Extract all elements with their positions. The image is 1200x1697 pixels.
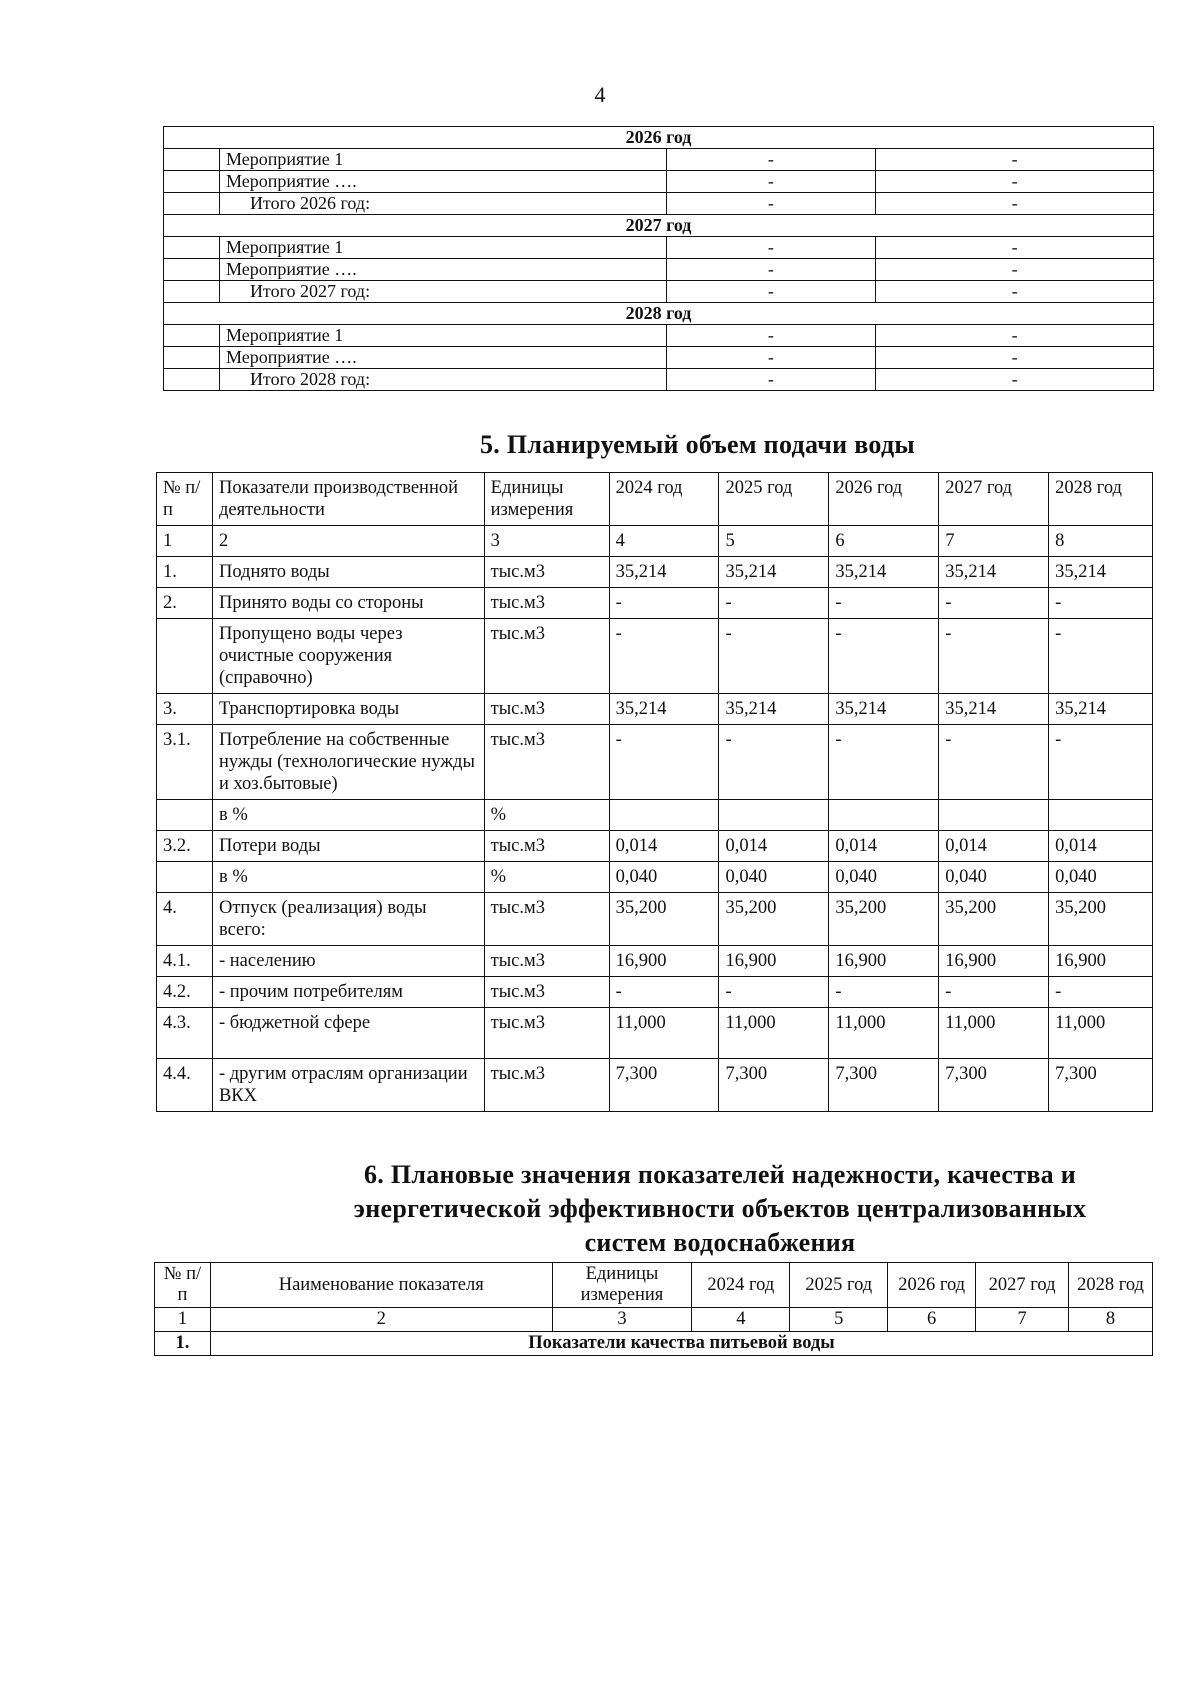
year-value: -	[829, 725, 939, 800]
empty-cell	[164, 325, 220, 347]
page-number: 4	[594, 82, 606, 107]
year-value: -	[1049, 619, 1153, 694]
number-cell: 1	[157, 526, 213, 557]
number-cell: 5	[790, 1308, 888, 1332]
number-cell: 3	[484, 526, 609, 557]
year-value: 35,200	[609, 893, 719, 946]
table-row	[157, 725, 1153, 800]
year-value: -	[719, 725, 829, 800]
year-value: -	[939, 619, 1049, 694]
header-cell: Единицы измерения	[484, 473, 609, 526]
row-number	[157, 800, 213, 831]
year-value: 7,300	[719, 1059, 829, 1112]
event-value: -	[666, 259, 876, 281]
unit: тыс.м3	[484, 694, 609, 725]
numbering-row	[155, 1308, 1153, 1332]
indicator-name: Принято воды со стороны	[212, 588, 484, 619]
year-value: 0,040	[609, 862, 719, 893]
section-6-title	[320, 1158, 1120, 1260]
indicator-name: в %	[212, 862, 484, 893]
year-value: 16,900	[719, 946, 829, 977]
row-number	[157, 619, 213, 694]
event-value: -	[876, 171, 1154, 193]
empty-cell	[164, 369, 220, 391]
row-number: 4.2.	[157, 977, 213, 1008]
event-name: Мероприятие 1	[219, 237, 666, 259]
table-row	[157, 946, 1153, 977]
event-value: -	[666, 149, 876, 171]
year-value: 16,900	[939, 946, 1049, 977]
empty-cell	[164, 259, 220, 281]
year-value	[719, 800, 829, 831]
empty-cell	[164, 149, 220, 171]
table-row	[157, 557, 1153, 588]
unit: тыс.м3	[484, 588, 609, 619]
unit: тыс.м3	[484, 619, 609, 694]
table-row	[157, 800, 1153, 831]
row-number: 4.1.	[157, 946, 213, 977]
number-cell: 2	[210, 1308, 552, 1332]
header-cell: 2024 год	[609, 473, 719, 526]
year-value: 0,040	[829, 862, 939, 893]
year-value: -	[609, 588, 719, 619]
indicator-name: Потери воды	[212, 831, 484, 862]
total-row	[164, 281, 1154, 303]
row-number: 4.4.	[157, 1059, 213, 1112]
year-value: -	[829, 619, 939, 694]
header-cell: 2027 год	[976, 1263, 1069, 1308]
group-number: 1.	[155, 1332, 211, 1356]
year-header-row	[164, 303, 1154, 325]
year-value: 35,214	[719, 694, 829, 725]
year-value: 35,214	[939, 694, 1049, 725]
total-row	[164, 193, 1154, 215]
year-value	[829, 800, 939, 831]
year-value: -	[609, 977, 719, 1008]
event-row	[164, 325, 1154, 347]
event-row	[164, 259, 1154, 281]
table-row	[157, 694, 1153, 725]
number-cell: 7	[939, 526, 1049, 557]
year-value: 0,014	[1049, 831, 1153, 862]
year-value: 35,214	[609, 557, 719, 588]
event-value: -	[666, 237, 876, 259]
year-value	[609, 800, 719, 831]
year-value: 0,014	[939, 831, 1049, 862]
indicator-name: Пропущено воды через очистные сооружения (справочно)	[212, 619, 484, 694]
year-value: 35,200	[719, 893, 829, 946]
event-name: Мероприятие 1	[219, 149, 666, 171]
table-row	[157, 588, 1153, 619]
indicator-name: Потребление на собственные нужды (технологические нужды и хоз.бытовые)	[212, 725, 484, 800]
year-value: -	[719, 977, 829, 1008]
event-name: Мероприятие 1	[219, 325, 666, 347]
unit: тыс.м3	[484, 977, 609, 1008]
year-value: -	[719, 588, 829, 619]
table-row	[157, 1008, 1153, 1059]
year-value: -	[939, 588, 1049, 619]
number-cell: 3	[552, 1308, 692, 1332]
event-value: -	[876, 259, 1154, 281]
year-value: 0,040	[719, 862, 829, 893]
header-cell: 2024 год	[692, 1263, 790, 1308]
table-row	[157, 977, 1153, 1008]
event-value: -	[876, 149, 1154, 171]
event-value: -	[876, 369, 1154, 391]
event-row	[164, 149, 1154, 171]
water-volume-table	[156, 472, 1153, 1112]
header-cell: 2025 год	[719, 473, 829, 526]
year-value: 35,200	[939, 893, 1049, 946]
year-value: 0,040	[939, 862, 1049, 893]
table-row	[157, 893, 1153, 946]
year-value: -	[1049, 725, 1153, 800]
row-number: 3.2.	[157, 831, 213, 862]
number-cell: 4	[692, 1308, 790, 1332]
event-value: -	[876, 193, 1154, 215]
unit: %	[484, 862, 609, 893]
number-cell: 2	[212, 526, 484, 557]
year-value: 11,000	[1049, 1008, 1153, 1059]
number-cell: 8	[1069, 1308, 1153, 1332]
unit: тыс.м3	[484, 1059, 609, 1112]
header-cell: Наименование показателя	[210, 1263, 552, 1308]
year-value: -	[939, 725, 1049, 800]
year-label: 2028 год	[164, 303, 1154, 325]
year-value: 16,900	[1049, 946, 1153, 977]
empty-cell	[164, 237, 220, 259]
year-value: 35,214	[609, 694, 719, 725]
year-value: 35,214	[719, 557, 829, 588]
number-cell: 8	[1049, 526, 1153, 557]
event-value: -	[666, 171, 876, 193]
year-value: 7,300	[609, 1059, 719, 1112]
year-label: 2027 год	[164, 215, 1154, 237]
empty-cell	[164, 193, 220, 215]
total-label: Итого 2026 год:	[219, 193, 666, 215]
empty-cell	[164, 347, 220, 369]
event-row	[164, 171, 1154, 193]
year-value: 35,214	[939, 557, 1049, 588]
year-value: 35,214	[829, 557, 939, 588]
header-cell: Единицы измерения	[552, 1263, 692, 1308]
unit: %	[484, 800, 609, 831]
event-value: -	[876, 325, 1154, 347]
header-cell: 2026 год	[888, 1263, 976, 1308]
event-name: Мероприятие ….	[219, 347, 666, 369]
year-value: -	[609, 725, 719, 800]
row-number	[157, 862, 213, 893]
indicator-name: в %	[212, 800, 484, 831]
section-5-title: 5. Планируемый объем подачи воды	[480, 430, 916, 459]
header-cell: 2028 год	[1049, 473, 1153, 526]
year-value: 7,300	[1049, 1059, 1153, 1112]
unit: тыс.м3	[484, 1008, 609, 1059]
table-row	[157, 619, 1153, 694]
event-row	[164, 347, 1154, 369]
number-cell: 4	[609, 526, 719, 557]
year-value: -	[1049, 977, 1153, 1008]
events-table	[163, 126, 1154, 391]
indicator-name: - другим отраслям организации ВКХ	[212, 1059, 484, 1112]
row-number: 3.1.	[157, 725, 213, 800]
header-cell: № п/п	[157, 473, 213, 526]
year-label: 2026 год	[164, 127, 1154, 149]
row-number: 3.	[157, 694, 213, 725]
year-value: 35,214	[1049, 694, 1153, 725]
table-header-row	[157, 473, 1153, 526]
unit: тыс.м3	[484, 946, 609, 977]
year-value: 11,000	[829, 1008, 939, 1059]
year-value: 7,300	[829, 1059, 939, 1112]
year-value: 35,214	[829, 694, 939, 725]
header-cell: № п/п	[155, 1263, 211, 1308]
unit: тыс.м3	[484, 831, 609, 862]
number-cell: 5	[719, 526, 829, 557]
year-value	[939, 800, 1049, 831]
year-value: -	[829, 588, 939, 619]
year-value: -	[939, 977, 1049, 1008]
event-value: -	[666, 347, 876, 369]
total-label: Итого 2028 год:	[219, 369, 666, 391]
header-cell: 2028 год	[1069, 1263, 1153, 1308]
indicator-name: - бюджетной сфере	[212, 1008, 484, 1059]
event-row	[164, 237, 1154, 259]
header-cell: Показатели производственной деятельности	[212, 473, 484, 526]
table-row	[157, 831, 1153, 862]
event-value: -	[666, 325, 876, 347]
total-row	[164, 369, 1154, 391]
year-value: 0,040	[1049, 862, 1153, 893]
event-name: Мероприятие ….	[219, 259, 666, 281]
year-header-row	[164, 215, 1154, 237]
indicator-name: Транспортировка воды	[212, 694, 484, 725]
year-value: -	[1049, 588, 1153, 619]
section-6-title-line: 6. Плановые значения показателей надежности, качества и	[363, 1160, 1077, 1189]
year-value: 11,000	[939, 1008, 1049, 1059]
year-value: 35,200	[1049, 893, 1153, 946]
number-cell: 1	[155, 1308, 211, 1332]
year-value: 35,200	[829, 893, 939, 946]
row-number: 1.	[157, 557, 213, 588]
year-value: -	[719, 619, 829, 694]
header-cell: 2026 год	[829, 473, 939, 526]
year-value: -	[609, 619, 719, 694]
year-value: 16,900	[609, 946, 719, 977]
event-value: -	[666, 369, 876, 391]
event-value: -	[876, 237, 1154, 259]
header-cell: 2027 год	[939, 473, 1049, 526]
section-6-title-line: энергетической эффективности объектов централизованных	[353, 1194, 1087, 1223]
number-cell: 6	[888, 1308, 976, 1332]
indicators-table	[154, 1262, 1153, 1356]
header-cell: 2025 год	[790, 1263, 888, 1308]
group-title: Показатели качества питьевой воды	[210, 1332, 1152, 1356]
table-header-row	[155, 1263, 1153, 1308]
empty-cell	[164, 171, 220, 193]
event-value: -	[876, 281, 1154, 303]
number-cell: 7	[976, 1308, 1069, 1332]
table-row	[157, 862, 1153, 893]
event-value: -	[666, 193, 876, 215]
indicator-name: - прочим потребителям	[212, 977, 484, 1008]
event-value: -	[876, 347, 1154, 369]
year-value: 7,300	[939, 1059, 1049, 1112]
row-number: 4.3.	[157, 1008, 213, 1059]
indicator-name: - населению	[212, 946, 484, 977]
year-header-row	[164, 127, 1154, 149]
year-value: 0,014	[829, 831, 939, 862]
group-row	[155, 1332, 1153, 1356]
event-value: -	[666, 281, 876, 303]
table-row	[157, 1059, 1153, 1112]
year-value: 11,000	[719, 1008, 829, 1059]
row-number: 2.	[157, 588, 213, 619]
indicator-name: Отпуск (реализация) воды всего:	[212, 893, 484, 946]
year-value: 11,000	[609, 1008, 719, 1059]
year-value: 35,214	[1049, 557, 1153, 588]
unit: тыс.м3	[484, 893, 609, 946]
indicator-name: Поднято воды	[212, 557, 484, 588]
numbering-row	[157, 526, 1153, 557]
year-value: 16,900	[829, 946, 939, 977]
year-value	[1049, 800, 1153, 831]
empty-cell	[164, 281, 220, 303]
year-value: -	[829, 977, 939, 1008]
row-number: 4.	[157, 893, 213, 946]
year-value: 0,014	[719, 831, 829, 862]
number-cell: 6	[829, 526, 939, 557]
total-label: Итого 2027 год:	[219, 281, 666, 303]
unit: тыс.м3	[484, 725, 609, 800]
unit: тыс.м3	[484, 557, 609, 588]
event-name: Мероприятие ….	[219, 171, 666, 193]
year-value: 0,014	[609, 831, 719, 862]
section-6-title-line: систем водоснабжения	[584, 1228, 856, 1257]
